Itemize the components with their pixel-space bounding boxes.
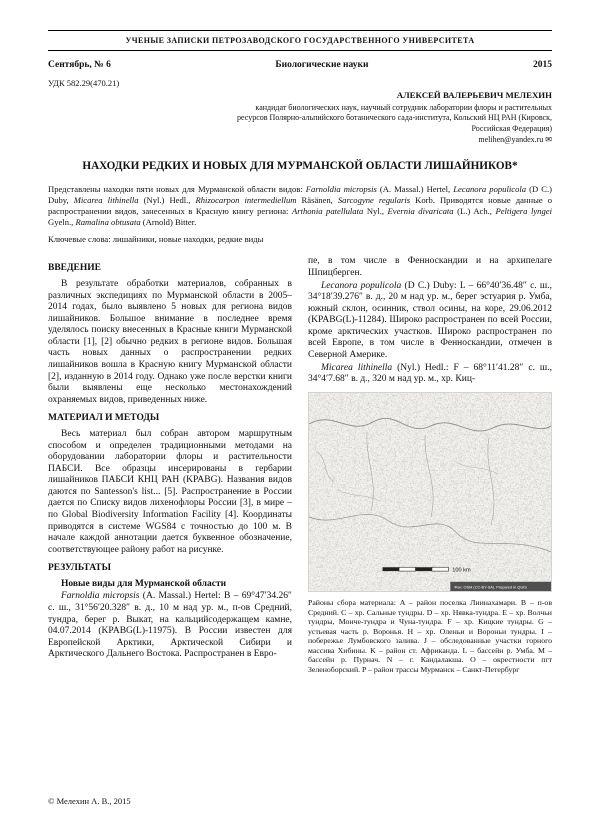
map-figure [308, 392, 552, 674]
map-texture-fine [309, 393, 551, 591]
species-paragraph-lecanora: Lecanora populicola (D C.) Duby: L – 66°40′36.48″ с. ш., 34°18′39.276″ в. д., 20 м над ур. м., берег эстуария р. Умба, южный склон, осинник, ствол осины, на коре, 29.06.2012 (KPABG(L)-11284). Широко распространен по всей России, кроме арктических участков. Широко распространен по всей Европе, в том числе в Фенноскандии, отмечен в Северной Америке. [308, 280, 552, 361]
author-block [232, 90, 552, 145]
continuation-paragraph: пе, в том числе в Фенноскандии и на архипелаге Шпицберген. [308, 256, 552, 279]
section-name: Биологические науки [275, 60, 369, 70]
copyright-line: © Мелехин А. В., 2015 [48, 796, 131, 806]
species-paragraph-micarea: Micarea lithinella (Nyl.) Hedl.: F – 68°11′41.28″ с. ш., 34°4′7.68″ в. д., 320 м над ур. м., хр. Киц- [308, 362, 552, 385]
keywords-line: Ключевые слова: лишайники, новые находки, редкие виды [48, 234, 264, 245]
issue-year: 2015 [533, 60, 552, 70]
introduction-heading: ВВЕДЕНИЕ [48, 263, 101, 274]
left-column [48, 256, 292, 674]
abstract-text: Представлены находки пяти новых для Мурманской области видов: Farnoldia micropsis (A. Massal.) Hertel, Lecanora populicola (D C.) Duby, Micarea lithinella (Nyl.) Hedl., Rhizocarpon intermediellum Räsänen, Sarcogyne regularis Korb. Приводятся новые данные о распространении видов, занесенных в Красную книгу региона: Arthonia patellulata Nyl., Evernia divaricata (L.) Ach., Peltigera lyngei Gyeln., Ramalina obtusata (Arnold) Bitter. [48, 183, 553, 228]
envelope-icon: ✉ [545, 134, 552, 144]
collection-districts-map [308, 392, 552, 592]
results-subheading: Новые виды для Мурманской области [61, 578, 227, 589]
author-name: АЛЕКСЕЙ ВАЛЕРЬЕВИЧ МЕЛЕХИН [396, 90, 552, 100]
page-header [48, 30, 552, 88]
map-caption: Районы сбора материала: A – район поселка Лиинахамари. B – п-ов Средний. C – хр. Сальные тундры. D – хр. Нявка-тундра. E – хр. Волчьи тундры, Монче-тундра и Чуна-тундра. F – хр. Кицкие тундры. G – устьевая часть р. Воронья. H – хр. Оленьи и Вороньи тундры. I – побережье Лумбовского залива. J – обследованные участки горного массива Хибины. K – район ст. Африканда. L – бассейн р. Умба. M – бассейн р. Пурнач. N – г. Кандалакша. O – окрестности пгт Зеленоборский. P – район трассы Мурманск – Санкт-Петербург [308, 598, 552, 674]
introduction-paragraph: В результате обработки материалов, собранных в различных экспедициях по Мурманской области в 2005–2014 годах, было выявлено 5 новых для региона видов лишайников. Большое внимание в последнее время уделялось поиску внесенных в Красные книги Мурманской области [1], [2] обычно редких в регионе видов. Большая часть новых данных о распространении редких лишайников вошла в Красную книгу Мурманской области [2], изданную в 2014 году. Однако уже после верстки книги были выявлены еще несколько местонахождений охраняемых видов, приведенных ниже. [48, 279, 292, 405]
species-paragraph-farnoldia: Farnoldia micropsis (A. Massal.) Hertel: В – 69°47′34.26″ с. ш., 31°56′20.328″ в. д., 10 м над ур. м., п-ов Средний, тундра, берег р. Выкат, на кальцийсодержащем камне, 04.07.2014 (KPABG(L)-11975). В России известен для Европейской Арктики, Арктической Сибири и Арктического Дальнего Востока. Распространен в Евро- [48, 591, 292, 660]
article-title: НАХОДКИ РЕДКИХ И НОВЫХ ДЛЯ МУРМАНСКОЙ ОБЛАСТИ ЛИШАЙНИКОВ* [82, 160, 518, 173]
results-heading: РЕЗУЛЬТАТЫ [48, 563, 111, 574]
right-column [308, 256, 552, 674]
header-rule-bottom [48, 50, 552, 51]
issue-row [48, 60, 552, 70]
map-attribution-text: Фон: OSM (CC-BY-SA). Prepared in QGIS [454, 584, 527, 590]
methods-paragraph: Весь материал был собран автором маршрутным способом и определен традиционными методами на оборудовании лаборатории флоры и растительности ПАБСИ. Все образцы инсерированы в гербарии лишайников ПАБСИ КНЦ РАН (KPABG). Названия видов даются по Santesson's list... [5]. Распространение в России дается по Списку видов лихенофлоры России [3], в мире – по Global Biodiversity Information Facility [4]. Координаты приводятся в системе WGS84 с точностью до 100 м. В начале каждой аннотации дается буквенное обозначение, соответствующее району работ на рисунке. [48, 428, 292, 555]
author-affiliation: кандидат биологических наук, научный сотрудник лаборатории флоры и растительных ресурсов Полярно-альпийского ботанического сада-института, Кольский НЦ РАН (Кировск, Российская Федерация) [237, 103, 552, 133]
two-column-body [48, 256, 552, 674]
methods-heading: МАТЕРИАЛ И МЕТОДЫ [48, 413, 160, 424]
author-email[interactable]: melihen@yandex.ru [478, 134, 544, 144]
issue-date: Сентябрь, № 6 [48, 60, 111, 70]
udk-code: УДК 582.29(470.21) [48, 78, 120, 88]
author-email-row [232, 135, 552, 145]
map-attribution-strip [450, 582, 551, 592]
map-scale-label: 100 km [452, 567, 471, 574]
journal-title: УЧЕНЫЕ ЗАПИСКИ ПЕТРОЗАВОДСКОГО ГОСУДАРСТВЕННОГО УНИВЕРСИТЕТА [125, 36, 475, 45]
